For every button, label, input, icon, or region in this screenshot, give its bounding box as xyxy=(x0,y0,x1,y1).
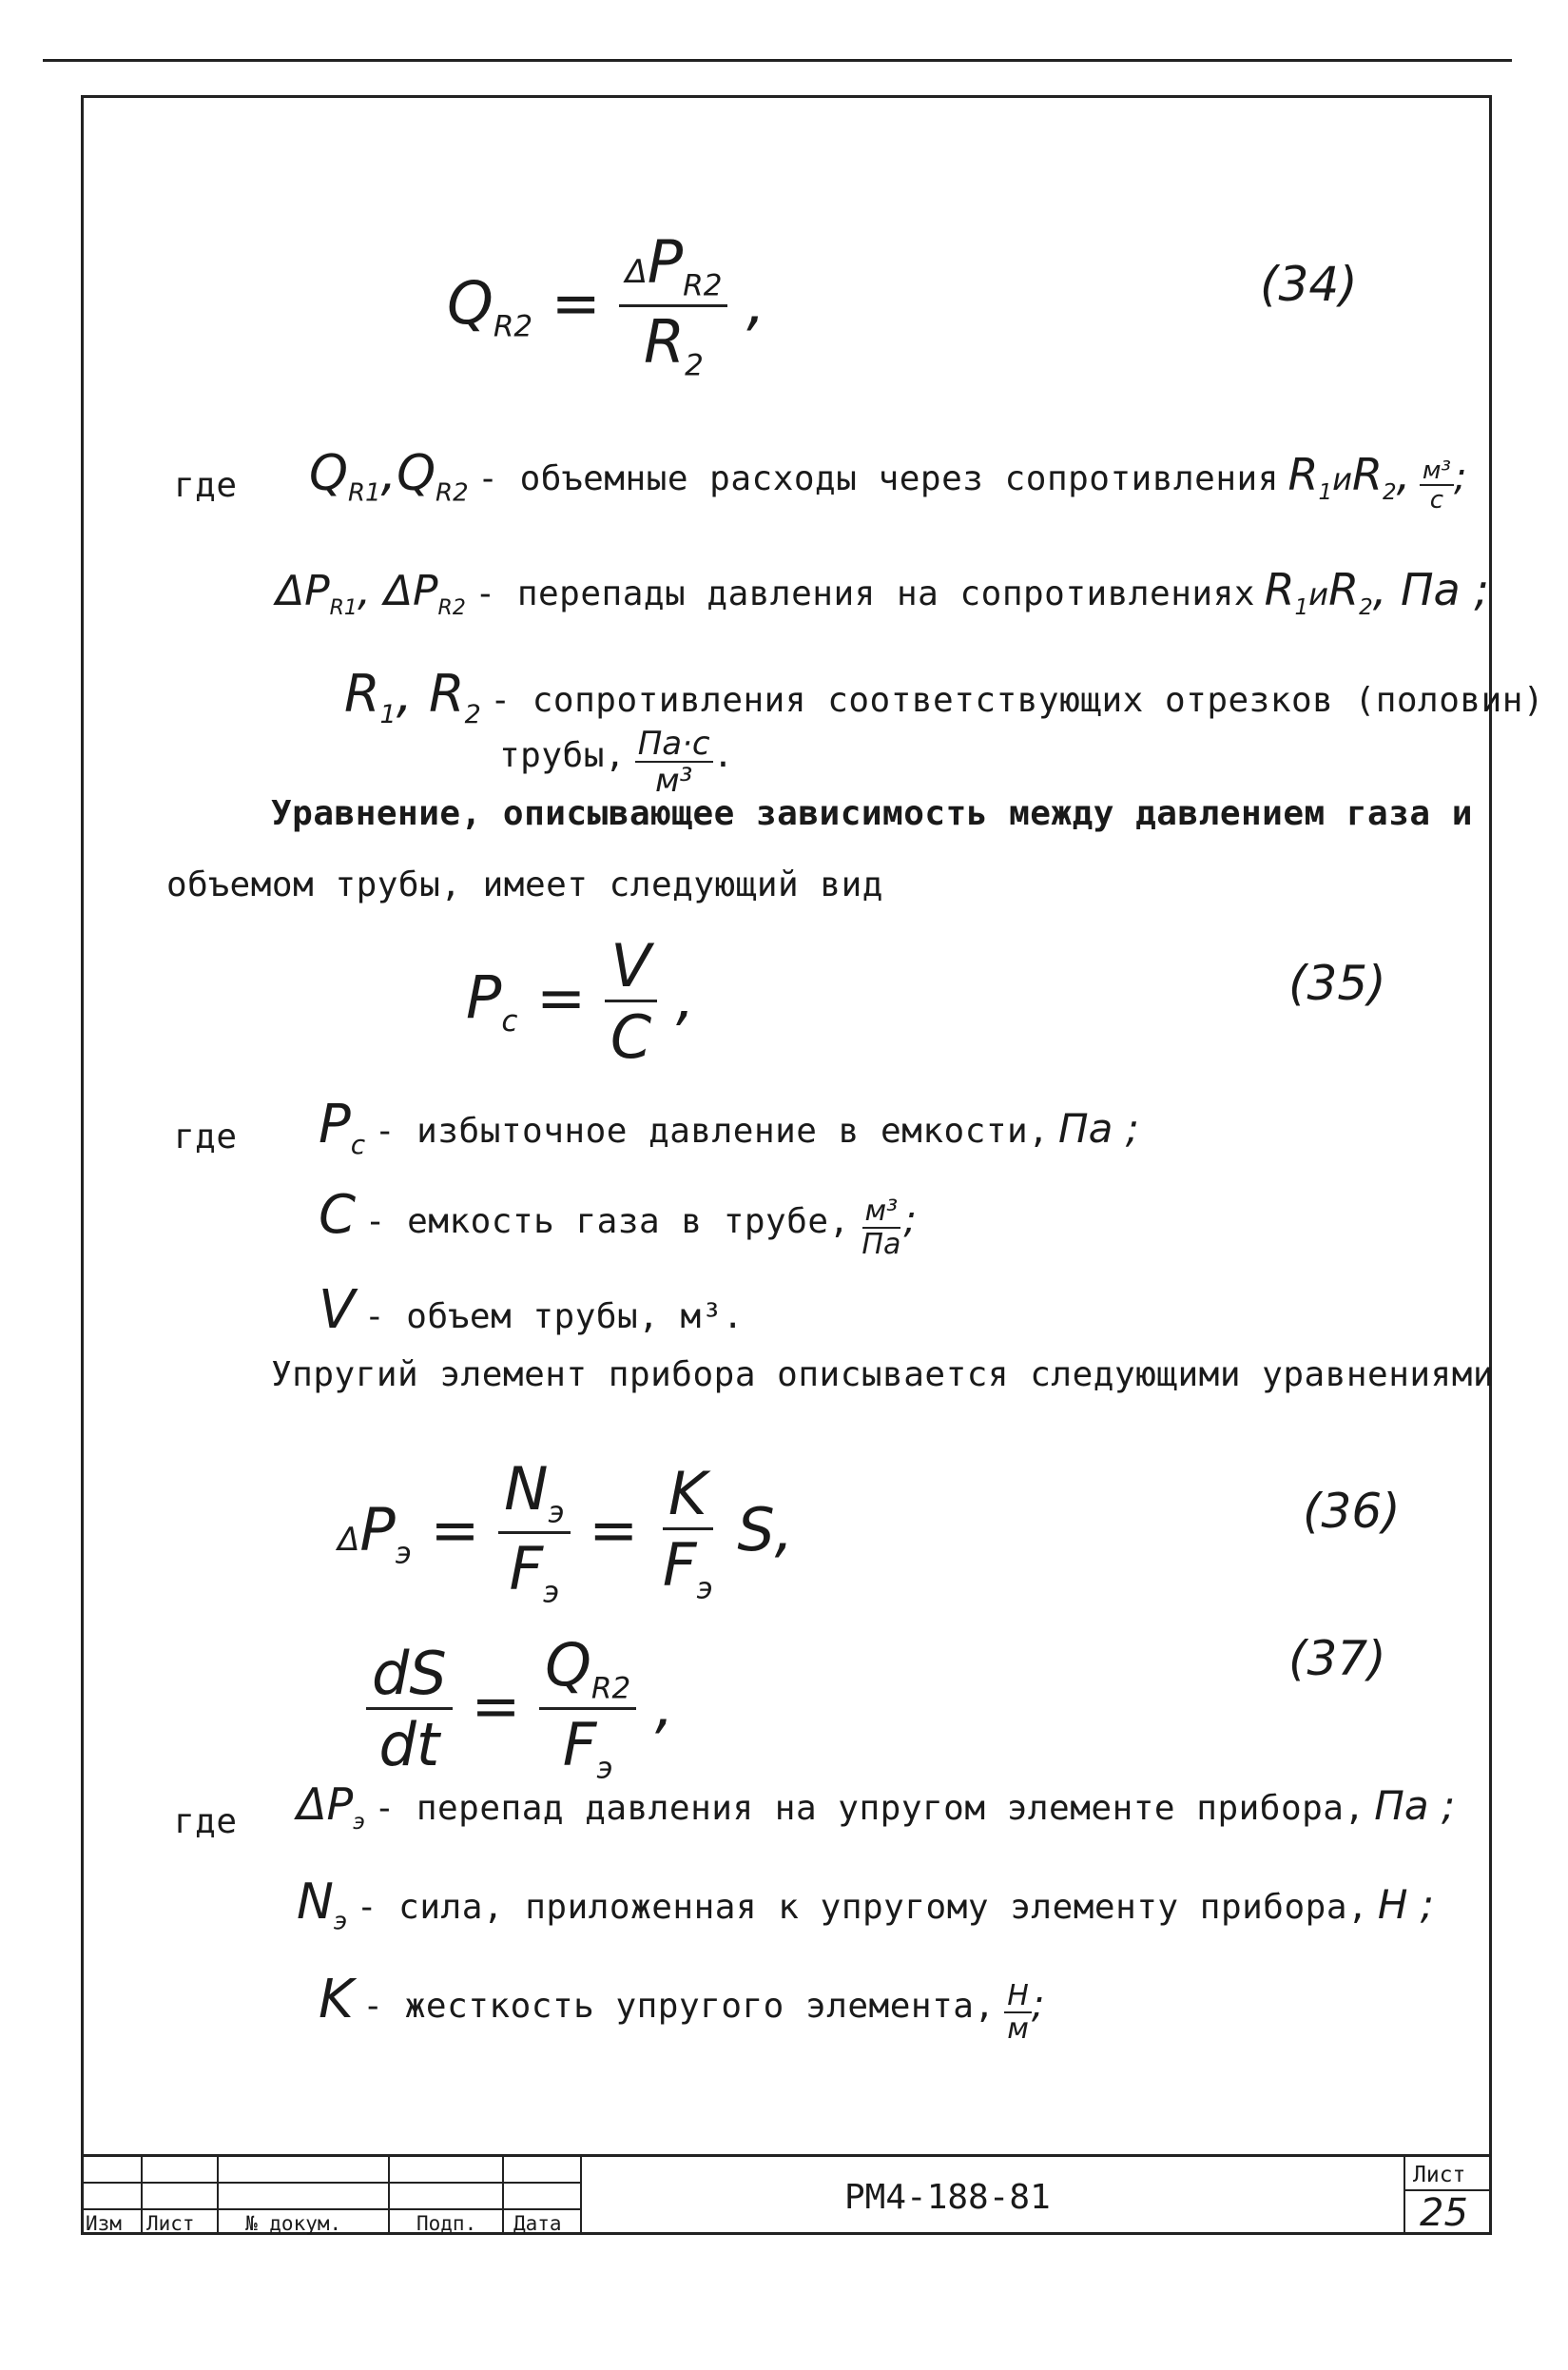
top-rule xyxy=(43,59,1512,62)
eq35-number: (35) xyxy=(1288,956,1386,1011)
title-block xyxy=(84,2154,1489,2235)
eq34-fraction: $\frac{\Delta P_{R2}}{R_2}$ xyxy=(619,233,727,381)
sheet-number: 25 xyxy=(1420,2191,1468,2235)
where-label-2: где xyxy=(174,1117,238,1156)
paragraph-2: Упругий элемент прибора описывается следующими уравнениями xyxy=(271,1355,1495,1394)
tb-doc: № докум. xyxy=(245,2212,342,2235)
tb-list: Лист xyxy=(146,2212,195,2235)
eq36-number: (36) xyxy=(1303,1484,1401,1539)
eq34-lhs: Q xyxy=(447,267,494,338)
equation-34: $Q_{R2}$ = $\frac{\Delta P_{R2}}{R_2}$ , xyxy=(447,227,765,383)
def3-unit-row: трубы, $\frac{Па\cdot с}{\text{м³}}$ . xyxy=(499,725,734,800)
tb-data: Дата xyxy=(513,2212,562,2235)
def5-row: C - емкость газа в трубе, $\frac{\text{м³}}{Па}$ ; xyxy=(319,1184,917,1261)
eq37-number: (37) xyxy=(1288,1631,1386,1686)
where-label-3: где xyxy=(174,1802,238,1841)
document-code: РМ4-188-81 xyxy=(844,2178,1051,2217)
def2-row: $\Delta P_{R1}$, $\Delta P_{R2}$ - перепады давления на сопротивлениях $R_1иR_2$, Па ; xyxy=(276,564,1489,621)
paragraph-1-line-2: объемом трубы, имеет следующий вид xyxy=(166,865,883,904)
equation-36: $\Delta P_э$ = $\frac{N_э}{F_э}$ = $\frac{K}{F_э}$ S, xyxy=(338,1454,794,1610)
def3-row: $R_1$, $R_2$ - сопротивления соответствующих отрезков (половин) xyxy=(344,664,1545,729)
eq34-number: (34) xyxy=(1260,257,1358,312)
equation-35: $P_с$ = $\frac{V}{C}$ , xyxy=(466,931,695,1072)
def4-row: $P_с$ - избыточное давление в емкости, Па ; xyxy=(319,1094,1139,1161)
def8-row: $N_э$ - сила, приложенная к упругому элементу прибора, Н ; xyxy=(297,1874,1434,1936)
tb-izm: Изм xyxy=(86,2212,122,2235)
sheet-label: Лист xyxy=(1413,2163,1466,2187)
where-label-1: где xyxy=(174,466,238,505)
def1-row: $Q_{R1},Q_{R2}$ - объемные расходы через сопротивления $R_1иR_2$, $\frac{\text{м³}}{с}$ ; xyxy=(309,445,1467,515)
paragraph-1-line-1: Уравнение, описывающее зависимость между давлением газа и xyxy=(271,794,1473,833)
equation-37: $\frac{dS}{dt}$ = $\frac{Q_{R2}}{F_э}$ , xyxy=(366,1636,674,1784)
def9-row: K - жесткость упругого элемента, $\frac{Н}{м}$ ; xyxy=(319,1969,1045,2046)
def7-row: $\Delta P_э$ - перепад давления на упругом элементе прибора, Па ; xyxy=(297,1778,1456,1836)
tb-podp: Подп. xyxy=(416,2212,477,2235)
def6-row: V - объем трубы, м³. xyxy=(319,1279,745,1341)
